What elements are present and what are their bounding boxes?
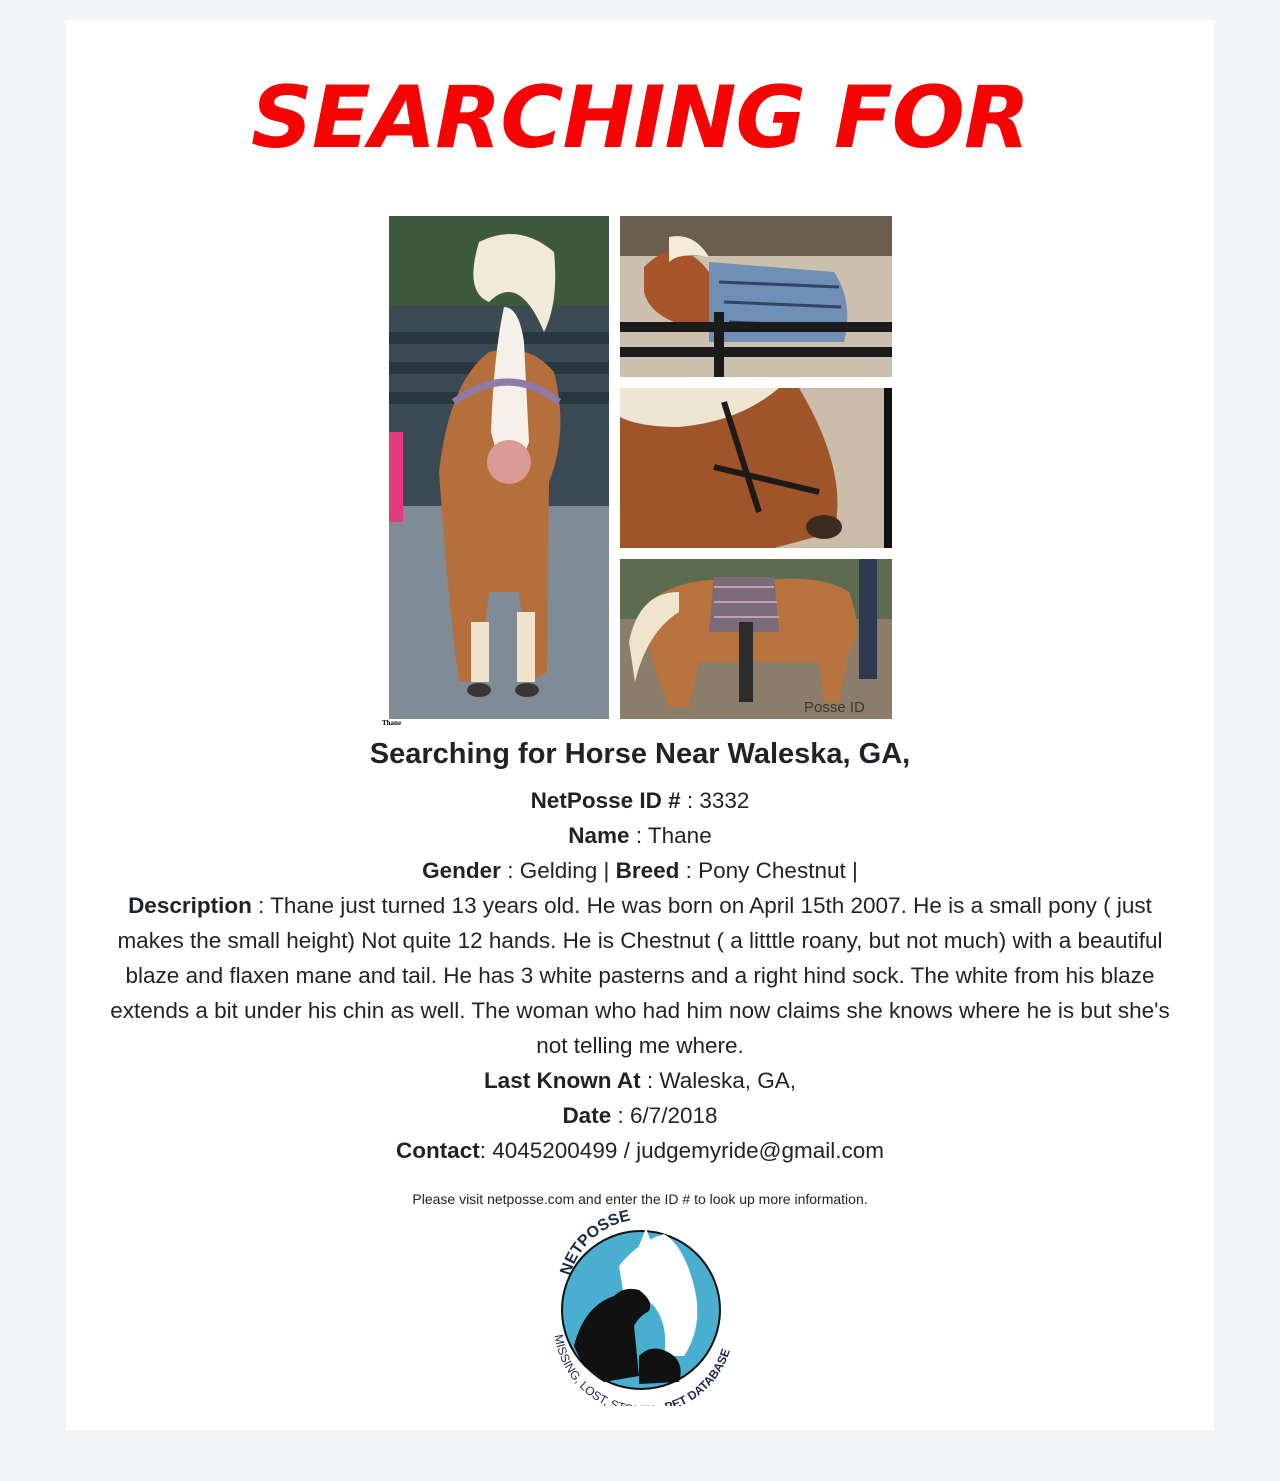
photo-blanket-view bbox=[620, 216, 892, 377]
searching-for-headline: SEARCHING FOR bbox=[250, 68, 1030, 168]
description-value: : Thane just turned 13 years old. He was born on April 15th 2007. He is a small pony ( just makes the small height) Not quite 12 hands. He is Chestnut ( a litttle roany, but not much) with a beautiful blaze and flaxen mane and tail. He has 3 white pasterns and a right hind sock. The white from his blaze extends a bit under his chin as well. The woman who had him now claims she knows where he is but she's not telling me where. bbox=[110, 893, 1170, 1058]
photo-saddle-view bbox=[620, 559, 892, 719]
location-label: Last Known At bbox=[483, 1068, 641, 1093]
name-value: : Thane bbox=[629, 823, 712, 848]
logo-top-text: NETPOSSE bbox=[557, 1207, 632, 1278]
flyer-card bbox=[66, 20, 1214, 1430]
detail-location bbox=[92, 1063, 1188, 1098]
detail-gender-breed bbox=[92, 853, 1188, 888]
detail-description bbox=[92, 888, 1188, 1063]
breed-label: Breed bbox=[615, 858, 680, 883]
page-title: Searching for Horse Near Waleska, GA, bbox=[369, 738, 911, 770]
netposse-logo bbox=[544, 1206, 738, 1406]
name-label: Name bbox=[568, 823, 630, 848]
contact-value[interactable]: : 4045200499 / judgemyride@gmail.com bbox=[479, 1138, 885, 1163]
photo-caption: Thane bbox=[382, 719, 402, 727]
details-block bbox=[92, 783, 1188, 1168]
detail-id bbox=[92, 783, 1188, 818]
gender-value: : Gelding | bbox=[500, 858, 616, 883]
location-value: : Waleska, GA, bbox=[640, 1068, 797, 1093]
id-label: NetPosse ID # bbox=[530, 788, 681, 813]
detail-date bbox=[92, 1098, 1188, 1133]
photo-front-view bbox=[389, 216, 609, 719]
id-value: : 3332 bbox=[680, 788, 750, 813]
detail-contact bbox=[92, 1133, 1188, 1168]
footer-note: Please visit netposse.com and enter the ID # to look up more information. bbox=[412, 1191, 868, 1207]
gender-label: Gender bbox=[422, 858, 501, 883]
date-label: Date bbox=[562, 1103, 612, 1128]
horse-photo-collage bbox=[379, 212, 899, 732]
photo-bridle-view bbox=[620, 388, 892, 548]
logo-bottom-text-b: ET DATABASE bbox=[669, 1346, 733, 1406]
breed-value: : Pony Chestnut | bbox=[679, 858, 858, 883]
photo-watermark: Posse ID bbox=[804, 699, 865, 716]
description-label: Description bbox=[128, 893, 252, 918]
logo-bottom-text-a: MISSING, LOST, S bbox=[551, 1333, 621, 1406]
detail-name bbox=[92, 818, 1188, 853]
contact-label: Contact bbox=[395, 1138, 480, 1163]
date-value: : 6/7/2018 bbox=[611, 1103, 718, 1128]
